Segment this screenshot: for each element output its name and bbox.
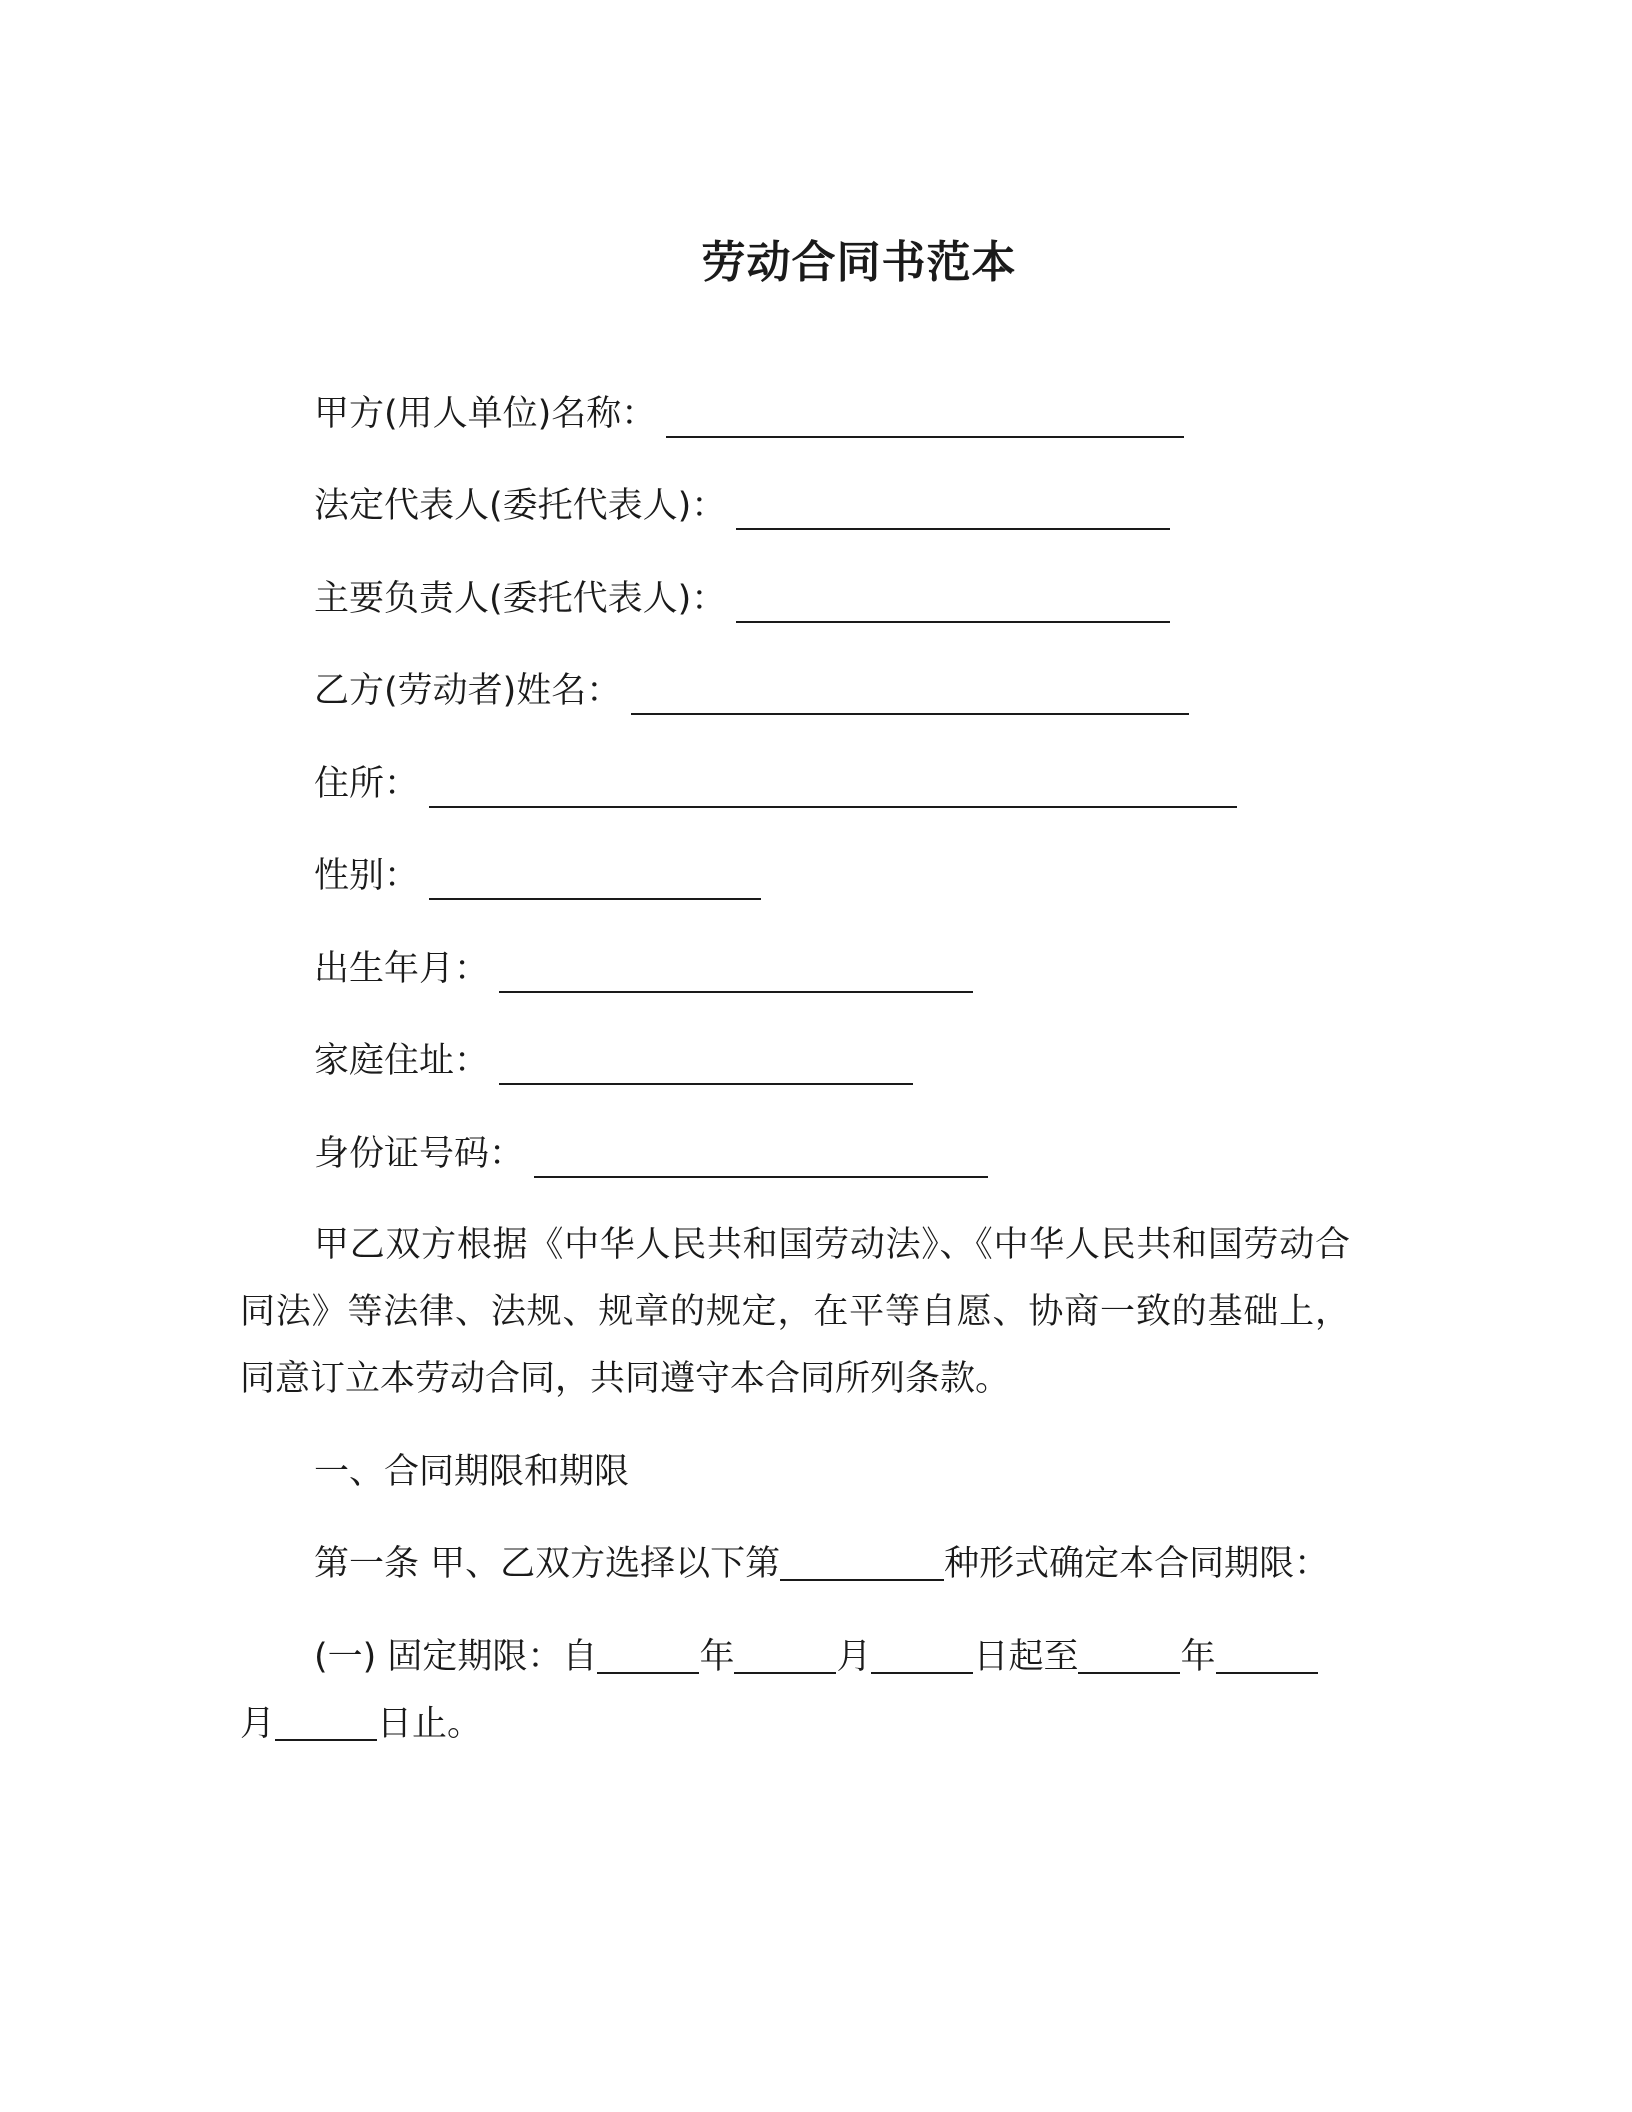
month-label: 月 (836, 1637, 872, 1677)
end-day-blank[interactable] (275, 1703, 377, 1741)
section-heading: 一、合同期限和期限 (314, 1452, 630, 1492)
field-blank-line[interactable] (736, 488, 1170, 530)
document-title: 劳动合同书范本 (701, 237, 1017, 288)
field-legal-representative (314, 482, 1170, 530)
fixed-term-prefix: (一) 固定期限：自 (314, 1637, 598, 1677)
field-blank-line[interactable] (499, 1043, 913, 1085)
day-label: 日起至 (973, 1637, 1079, 1677)
article-1-prefix: 第一条 甲、乙双方选择以下第 (314, 1544, 781, 1584)
month-label: 月 (240, 1704, 276, 1744)
field-employer-name (314, 390, 1184, 438)
field-blank-line[interactable] (534, 1136, 988, 1178)
field-blank-line[interactable] (429, 858, 761, 900)
field-gender (314, 852, 761, 900)
article-1 (314, 1540, 1329, 1588)
year-label: 年 (1180, 1637, 1216, 1677)
article-1-suffix: 种形式确定本合同期限： (944, 1544, 1330, 1584)
field-label: 出生年月： (314, 949, 490, 989)
start-year-blank[interactable] (597, 1636, 699, 1674)
field-label: 乙方(劳动者)姓名： (314, 671, 622, 711)
year-label: 年 (699, 1637, 735, 1677)
field-home-address (314, 1037, 913, 1085)
field-blank-line[interactable] (499, 951, 973, 993)
end-year-blank[interactable] (1078, 1636, 1180, 1674)
fixed-term-line-2 (240, 1700, 482, 1748)
fixed-term-line-1 (314, 1633, 1318, 1681)
field-label: 性别： (314, 856, 420, 896)
field-blank-line[interactable] (666, 396, 1184, 438)
field-blank-line[interactable] (429, 766, 1237, 808)
field-label: 主要负责人(委托代表人)： (314, 579, 727, 619)
form-choice-blank[interactable] (780, 1543, 944, 1581)
field-blank-line[interactable] (736, 581, 1170, 623)
field-label: 身份证号码： (314, 1134, 525, 1174)
start-day-blank[interactable] (871, 1636, 973, 1674)
field-blank-line[interactable] (631, 673, 1189, 715)
field-birth-date (314, 945, 973, 993)
end-month-blank[interactable] (1216, 1636, 1318, 1674)
field-label: 甲方(用人单位)名称： (314, 394, 657, 434)
field-employee-name (314, 667, 1189, 715)
field-label: 住所： (314, 764, 420, 804)
field-id-number (314, 1130, 988, 1178)
field-residence (314, 760, 1237, 808)
intro-paragraph: 甲乙双方根据《中华人民共和国劳动法》、《中华人民共和国劳动合同法》等法律、法规、规章的规定，在平等自愿、协商一致的基础上，同意订立本劳动合同，共同遵守本合同所列条款。 (240, 1225, 1350, 1399)
field-label: 法定代表人(委托代表人)： (314, 486, 727, 526)
field-principal (314, 575, 1170, 623)
field-label: 家庭住址： (314, 1041, 490, 1081)
start-month-blank[interactable] (734, 1636, 836, 1674)
day-end-label: 日止。 (377, 1704, 483, 1744)
